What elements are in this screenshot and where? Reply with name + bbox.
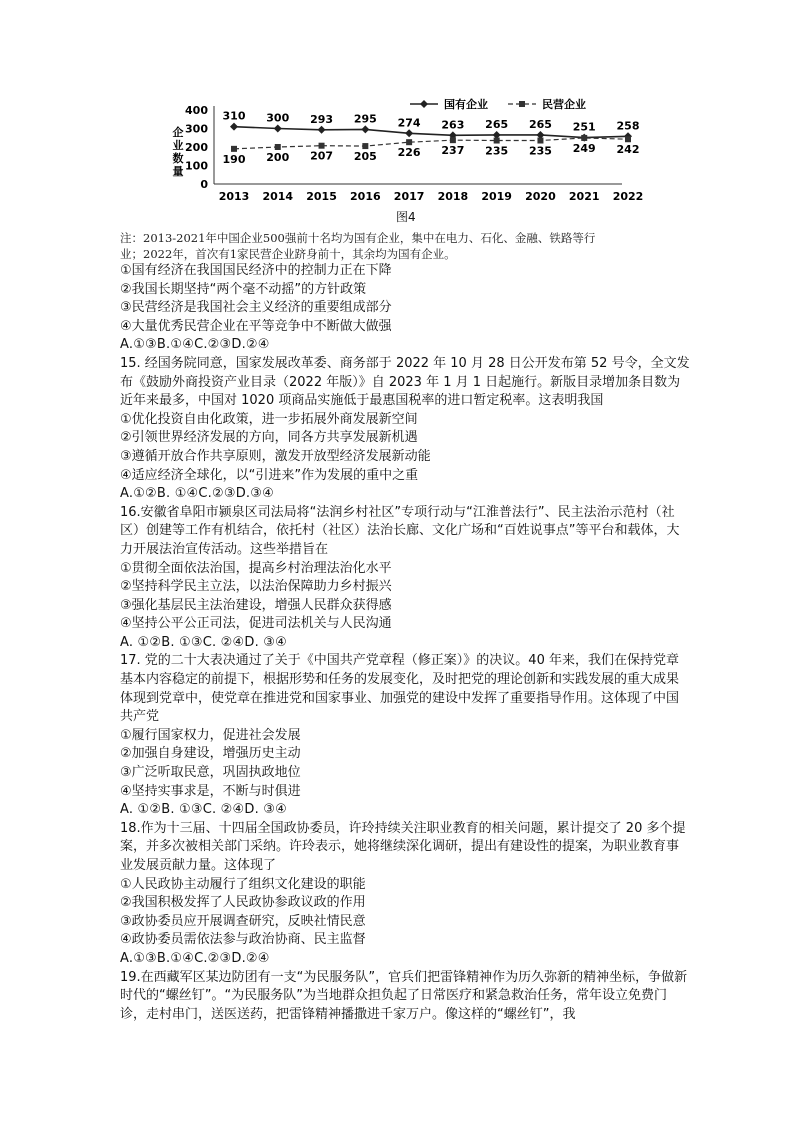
enterprise-line-chart: [170, 96, 644, 218]
data-point-private: [231, 146, 237, 152]
q17-answer-choices: A. ①②B. ①③C. ②④D. ③④: [120, 802, 287, 818]
data-label: 265: [528, 117, 552, 131]
data-point-private: [450, 137, 456, 143]
q14-answer-choices: A.①③B.①④C.②③D.②④: [120, 337, 270, 353]
data-point-state-owned: [230, 123, 238, 131]
y-axis-label: [173, 125, 184, 178]
data-point-private: [362, 143, 368, 149]
data-point-private: [494, 138, 500, 144]
legend-label-private: 民营企业: [542, 98, 586, 111]
y-tick-label: 100: [185, 159, 208, 173]
q17-stem: 17. 党的二十大表决通过了关于《中国共产党章程（修正案）》的决议。40 年来，我们在保持党章基本内容稳定的前提下，根据形势和任务的发展变化，及时把党的理论创新和实践发展的重大成果体现到党章中，使党章在推进党和国家事业、加强党的建设中发挥了重要指导作用。这体现了中国共产党: [120, 653, 680, 725]
x-tick-label: 2019: [481, 190, 512, 203]
data-label: 235: [485, 144, 509, 158]
q17-option-3: ③广泛听取民意，巩固执政地位: [120, 765, 301, 781]
x-tick-label: 2018: [437, 190, 469, 203]
y-axis-label-char: 量: [172, 165, 184, 178]
chart-note-line-1: 注：2013-2021年中国企业500强前十名均为国有企业，集中在电力、石化、金融、铁路等行: [120, 231, 596, 245]
q14-option-1: ①国有经济在我国国民经济中的控制力正在下降: [120, 263, 392, 278]
x-tick-label: 2015: [306, 190, 337, 203]
data-label: 263: [441, 118, 465, 132]
q15-answer-choices: A.①②B. ①④C.②③D.③④: [120, 486, 274, 502]
data-point-private: [581, 135, 587, 141]
data-label: 295: [353, 112, 377, 126]
data-label: 274: [397, 116, 421, 130]
data-label: 265: [485, 117, 509, 131]
q16-answer-choices: A. ①②B. ①③C. ②④D. ③④: [120, 634, 287, 650]
data-point-private: [625, 136, 631, 142]
q18-answer-choices: A.①③B.①④C.②③D.②④: [120, 950, 270, 966]
q15-option-3: ③遵循开放合作共享原则，激发开放型经济发展新动能: [120, 448, 431, 464]
data-label: 300: [266, 111, 290, 125]
data-point-private: [319, 143, 325, 149]
figure-caption: 图4: [396, 210, 416, 224]
q16-option-3: ③强化基层民主法治建设，增强人民群众获得感: [120, 597, 392, 613]
q14-option-4: ④大量优秀民营企业在平等竞争中不断做大做强: [120, 318, 392, 334]
data-label: 235: [528, 144, 552, 158]
q15-option-1: ①优化投资自由化政策，进一步拓展外商发展新空间: [120, 411, 418, 427]
x-tick-label: 2013: [218, 190, 250, 203]
x-tick-label: 2020: [525, 190, 556, 203]
data-point-private: [275, 144, 281, 150]
q14-option-3: ③民营经济是我国社会主义经济的重要组成部分: [120, 300, 392, 316]
data-label: 226: [397, 146, 421, 160]
q18-option-4: ④政协委员需依法参与政治协商、民主监督: [120, 932, 366, 948]
series-line-state-owned: [234, 127, 628, 138]
q15-option-2: ②引领世界经济发展的方向，同各方共享发展新机遇: [120, 430, 418, 446]
q16-option-1: ①贯彻全面依法治国，提高乡村治理法治化水平: [120, 560, 392, 576]
legend-marker-private: [519, 101, 525, 107]
x-tick-label: 2016: [350, 190, 381, 203]
data-point-state-owned: [318, 126, 326, 134]
data-point-private: [406, 139, 412, 145]
legend-marker-state-owned: [420, 100, 428, 108]
data-point-state-owned: [274, 125, 282, 133]
q16-option-2: ②坚持科学民主立法，以法治保障助力乡村振兴: [120, 579, 392, 595]
x-tick-label: 2021: [568, 190, 600, 203]
series-line-private: [234, 138, 628, 149]
q18-option-2: ②我国积极发挥了人民政协参政议政的作用: [120, 895, 366, 911]
data-label: 207: [310, 149, 334, 163]
chart-legend: [410, 97, 586, 111]
x-tick-label: 2017: [393, 190, 425, 203]
chart-note-line-2: 业；2022年，首次有1家民营企业跻身前十，其余均为国有企业。: [120, 247, 456, 261]
q17-option-4: ④坚持实事求是，不断与时俱进: [120, 783, 301, 799]
q19-stem: 19.在西藏军区某边防团有一支“为民服务队”，官兵们把雷锋精神作为历久弥新的精神坐标，争做新时代的“螺丝钉”。“为民服务队”为当地群众担负起了日常医疗和紧急救治任务，常年设立免费门诊，走村串门，送医送药，把雷锋精神播撒进千家万户。像这样的“螺丝钉”，我: [120, 969, 688, 1022]
q17-option-2: ②加强自身建设，增强历史主动: [120, 746, 301, 762]
q18-option-3: ③政协委员应开展调查研究，反映社情民意: [120, 913, 366, 929]
x-tick-label: 2014: [262, 190, 294, 203]
y-tick-label: 400: [185, 104, 208, 117]
data-label: 205: [353, 150, 377, 164]
data-label: 310: [222, 109, 246, 123]
y-axis-label-char: 业: [172, 139, 184, 152]
q15-option-4: ④适应经济全球化，以“引进来”作为发展的重中之重: [120, 467, 419, 483]
q18-stem: 18.作为十三届、十四届全国政协委员，许玲持续关注职业教育的相关问题，累计提交了 20 多个提案，并多次被相关部门采纳。许玲表示，她将继续深化调研，提出有建设性的提案，为职业教育事业发展贡献力量。这体现了: [120, 820, 686, 873]
data-point-state-owned: [361, 125, 369, 133]
y-tick-label: 0: [200, 178, 208, 191]
y-axis-label-char: 企: [172, 126, 184, 139]
data-label: 242: [616, 143, 640, 157]
x-tick-label: 2022: [612, 190, 644, 203]
data-point-private: [537, 138, 543, 144]
question-content: [120, 262, 690, 1024]
y-axis-label-char: 数: [172, 152, 184, 165]
data-label: 251: [572, 120, 596, 134]
data-label: 258: [616, 119, 640, 133]
q17-option-1: ①履行国家权力，促进社会发展: [120, 727, 301, 743]
x-ticks: [219, 190, 644, 203]
q15-stem: 15. 经国务院同意，国家发展改革委、商务部于 2022 年 10 月 28 日公开发布第 52 号令，全文发布《鼓励外商投资产业目录（2022 年版）》自 2023 年 1 月 1 日起施行。新版目录增加条目数为近年来最多，中国对 1020 项商品实施低于最惠国税率的进口暂定税率。这表明我国: [120, 355, 690, 409]
q18-option-1: ①人民政协主动履行了组织文化建设的职能: [120, 876, 366, 892]
data-label: 237: [441, 144, 465, 158]
y-tick-label: 300: [185, 122, 208, 136]
q14-option-2: ②我国长期坚持“两个毫不动摇”的方针政策: [120, 281, 367, 297]
y-tick-label: 200: [185, 141, 208, 154]
q16-stem: 16.安徽省阜阳市颍泉区司法局将“法润乡村社区”专项行动与“江淮普法行”、民主法治示范村（社区）创建等工作有机结合，依托村（社区）法治长廊、文化广场和“百姓说事点”等平台和载体，大力开展法治宣传活动。这些举措旨在: [120, 504, 680, 557]
data-label: 249: [572, 141, 596, 155]
q16-option-4: ④坚持公平公正司法，促进司法机关与人民沟通: [120, 616, 392, 632]
data-label: 293: [310, 112, 334, 126]
data-label: 190: [222, 152, 246, 166]
data-point-state-owned: [405, 129, 413, 137]
legend-label-state-owned: 国有企业: [444, 98, 488, 111]
data-label: 200: [266, 151, 290, 164]
y-ticks: [185, 104, 208, 191]
